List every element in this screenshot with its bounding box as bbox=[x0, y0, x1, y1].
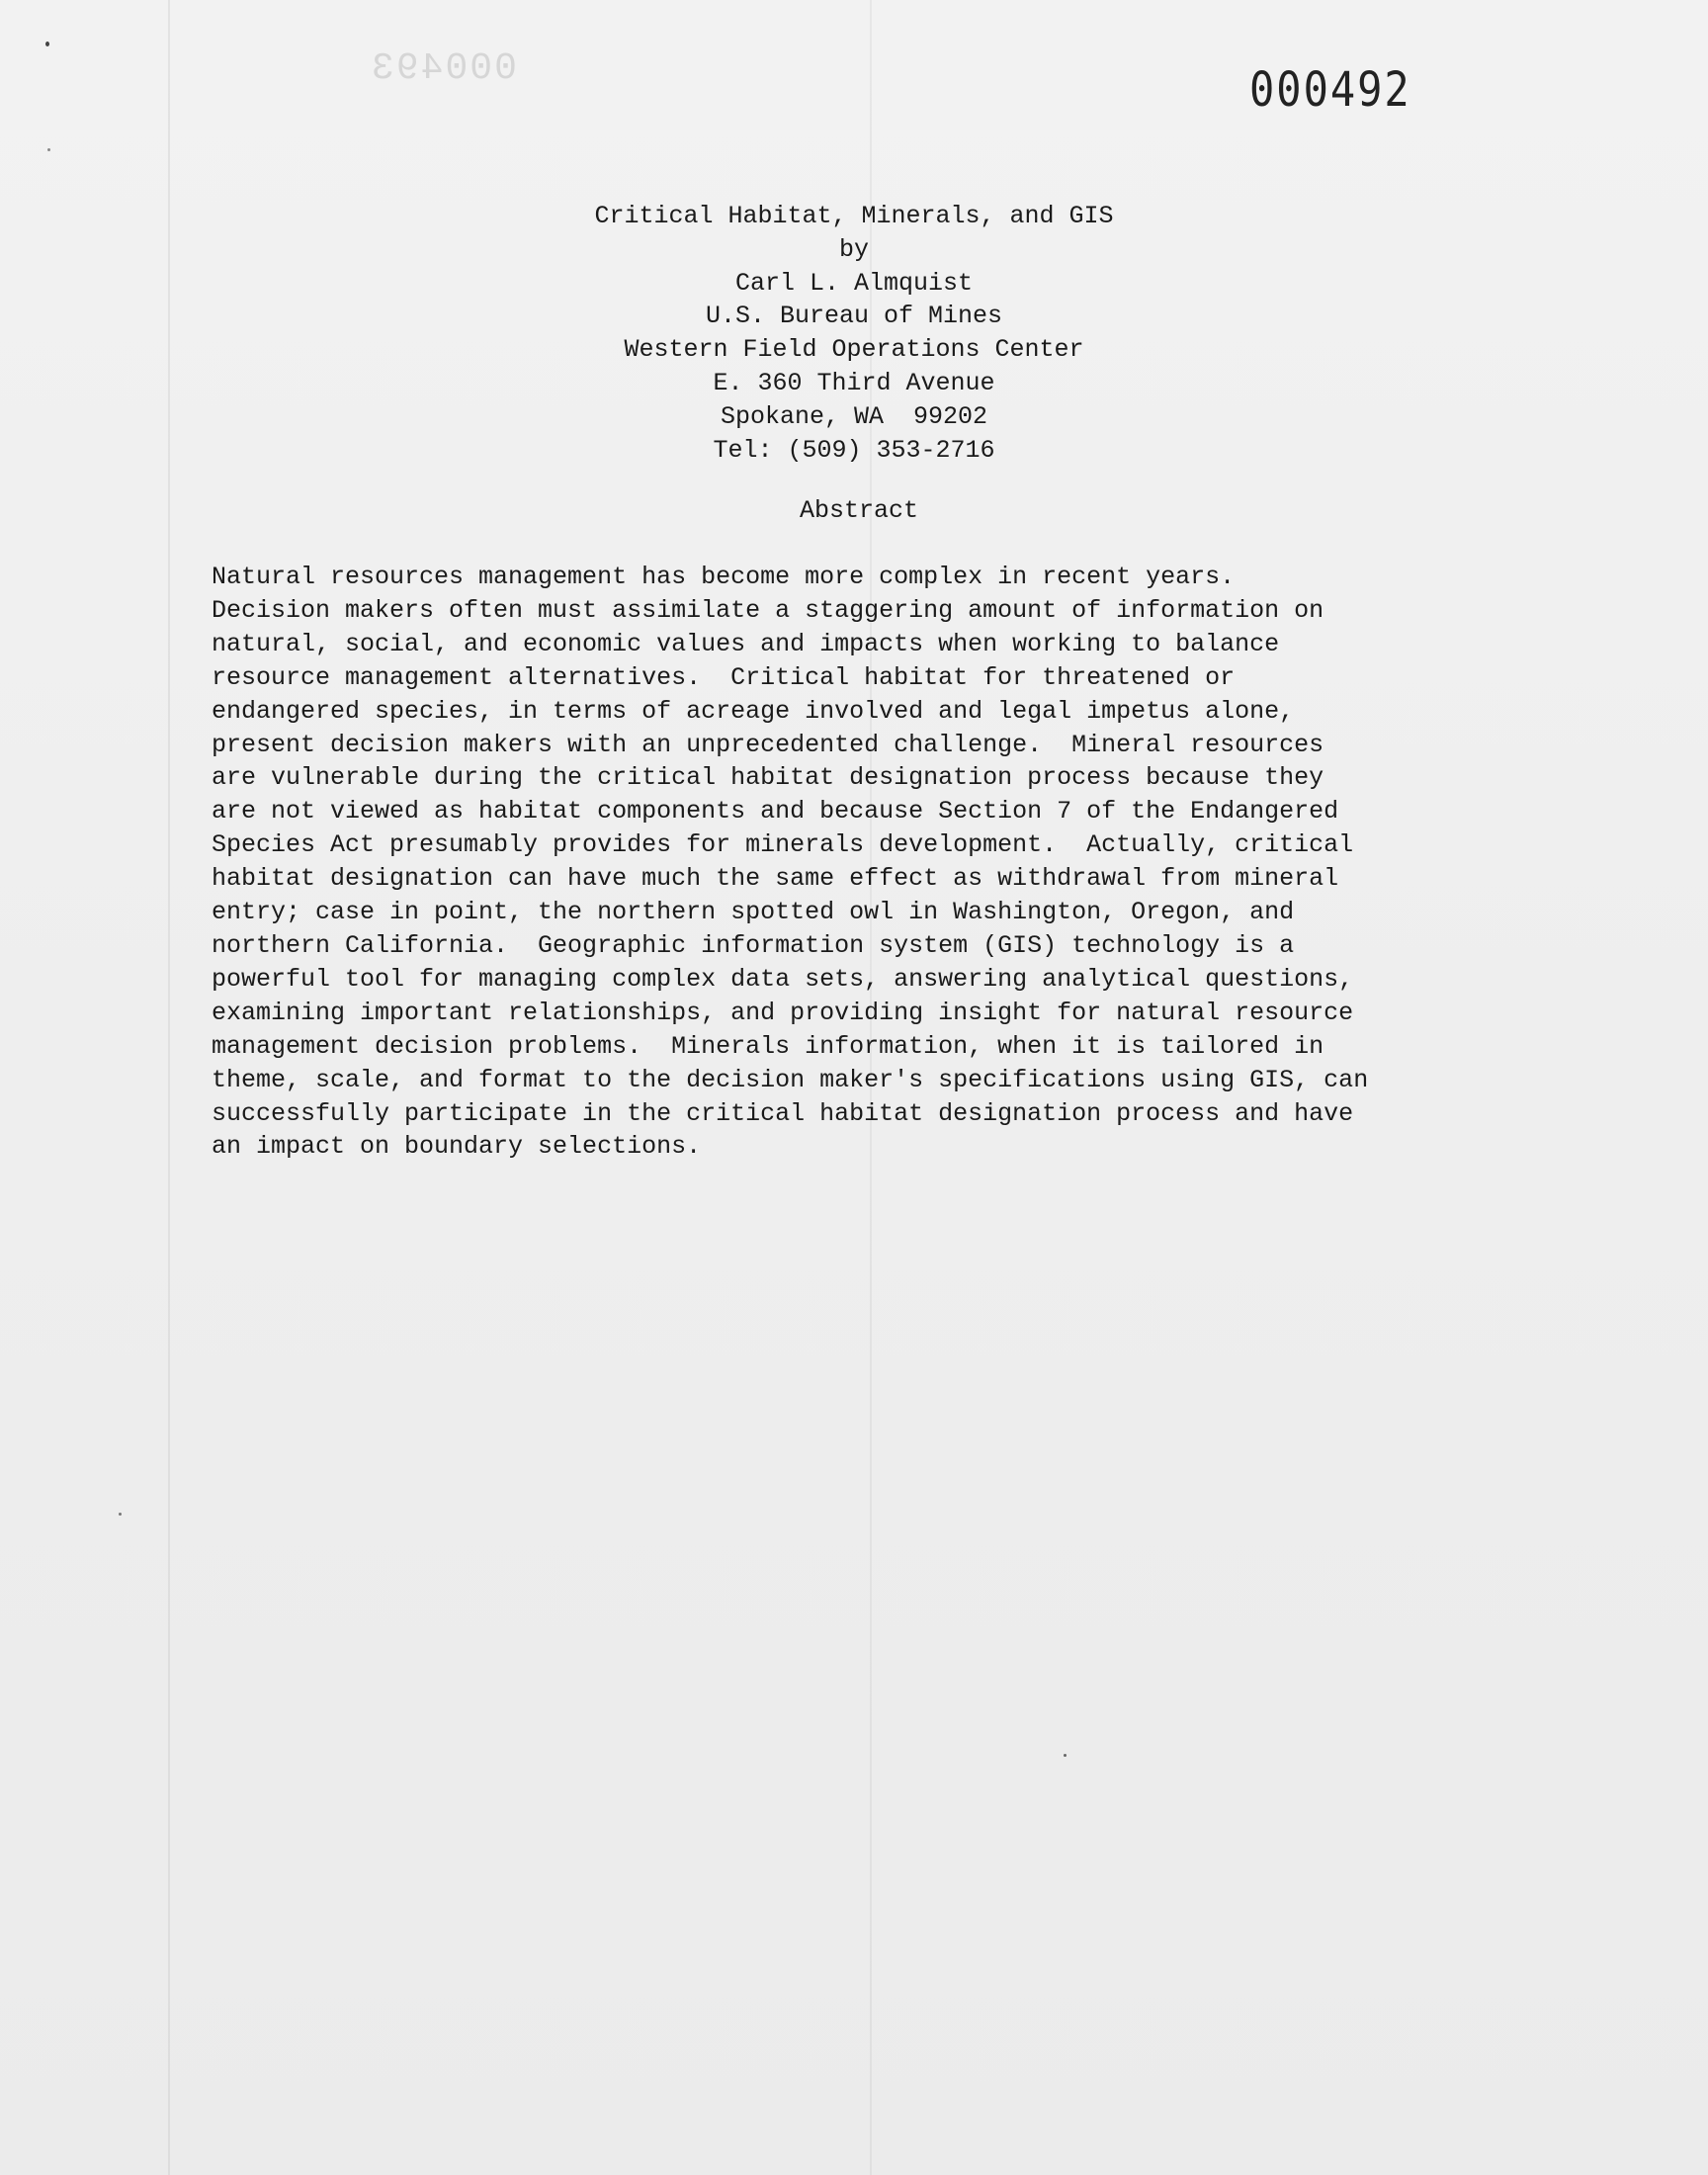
department: Western Field Operations Center bbox=[624, 335, 1084, 365]
abstract-heading: Abstract bbox=[799, 496, 919, 525]
faded-stamp-number: 000493 bbox=[370, 47, 517, 90]
abstract-line: Species Act presumably provides for minerals development. Actually, critical bbox=[212, 830, 1354, 860]
paper-title: Critical Habitat, Minerals, and GIS bbox=[594, 202, 1114, 230]
page-stamp-number: 000492 bbox=[1249, 61, 1411, 118]
abstract-line: entry; case in point, the northern spotted owl in Washington, Oregon, and bbox=[212, 898, 1295, 927]
abstract-line: present decision makers with an unprecedented challenge. Mineral resources bbox=[212, 730, 1324, 759]
abstract-line: management decision problems. Minerals information, when it is tailored in bbox=[212, 1031, 1324, 1061]
byline: by bbox=[838, 234, 869, 264]
abstract-line: are vulnerable during the critical habitat designation process because they bbox=[212, 763, 1324, 793]
author-name: Carl L. Almquist bbox=[734, 268, 974, 298]
abstract-line: examining important relationships, and providing insight for natural resource bbox=[212, 998, 1354, 1027]
abstract-line: theme, scale, and format to the decision maker's specifications using GIS, can bbox=[212, 1065, 1369, 1094]
abstract-line: habitat designation can have much the same effect as withdrawal from mineral bbox=[212, 864, 1339, 894]
abstract-line: powerful tool for managing complex data sets, answering analytical questions, bbox=[212, 964, 1354, 994]
telephone: Tel: (509) 353-2716 bbox=[713, 435, 995, 465]
abstract-line: successfully participate in the critical habitat designation process and have bbox=[212, 1098, 1354, 1128]
scan-speck bbox=[47, 148, 50, 151]
abstract-line: Decision makers often must assimilate a staggering amount of information on bbox=[212, 595, 1324, 625]
title-block bbox=[0, 200, 1708, 467]
abstract-body bbox=[212, 561, 1536, 1164]
organization: U.S. Bureau of Mines bbox=[705, 302, 1003, 331]
abstract-line: Natural resources management has become more complex in recent years. bbox=[212, 563, 1236, 591]
abstract-line: are not viewed as habitat components and because Section 7 of the Endangered bbox=[212, 797, 1339, 826]
abstract-line: resource management alternatives. Critical habitat for threatened or bbox=[212, 662, 1236, 692]
abstract-line: endangered species, in terms of acreage involved and legal impetus alone, bbox=[212, 696, 1295, 726]
abstract-line: natural, social, and economic values and impacts when working to balance bbox=[212, 629, 1280, 658]
scan-speck bbox=[1064, 1754, 1067, 1757]
abstract-line: northern California. Geographic information system (GIS) technology is a bbox=[212, 930, 1295, 960]
scan-speck bbox=[119, 1513, 122, 1516]
abstract-line: an impact on boundary selections. bbox=[212, 1132, 702, 1162]
city-address: Spokane, WA 99202 bbox=[720, 401, 988, 431]
street-address: E. 360 Third Avenue bbox=[713, 368, 995, 397]
scan-speck bbox=[45, 42, 49, 46]
